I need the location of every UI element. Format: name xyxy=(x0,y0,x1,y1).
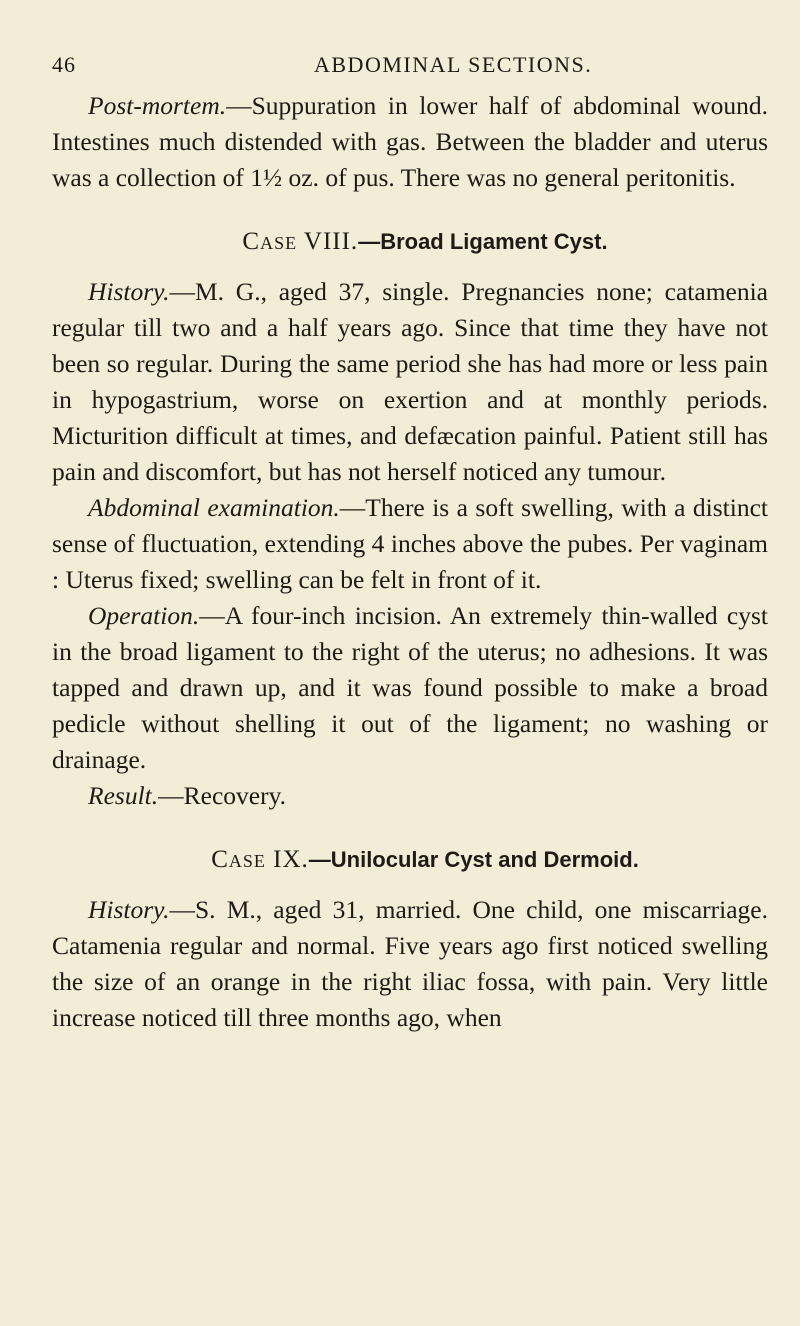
case-8-heading xyxy=(52,224,768,260)
case-8-history-text: —M. G., aged 37, single. Pregnancies none; catamenia regular till two and a half years ago. Since that time they have not been so regular. During the same period she has had more or less pain in hypogastrium, worse on exertion and at monthly periods. Micturition difficult at times, and defæcation painful. Patient still has pain and discomfort, but has not herself noticed any tumour. xyxy=(52,277,768,486)
case-8-operation-text: —A four-inch incision. An extremely thin-walled cyst in the broad ligament to the right of the uterus; no adhesions. It was tapped and drawn up, and it was found possible to make a broad pedicle without shelling it out of the ligament; no washing or drainage. xyxy=(52,601,768,774)
case-8-title: —Broad Ligament Cyst. xyxy=(358,229,608,254)
post-mortem-label: Post-mortem. xyxy=(88,91,227,120)
case-8-exam-paragraph xyxy=(52,490,768,598)
case-8-result-paragraph xyxy=(52,778,768,814)
case-8-operation-label: Operation. xyxy=(88,601,200,630)
case-9-history-label: History. xyxy=(88,895,170,924)
case-8-exam-text: —There is a soft swelling, with a distinct sense of fluctuation, extending 4 inches above the pubes. Per vaginam : Uterus fixed; swelling can be felt in front of it. xyxy=(52,493,768,594)
post-mortem-paragraph xyxy=(52,88,768,196)
case-9-title: —Unilocular Cyst and Dermoid. xyxy=(308,847,639,872)
post-mortem-text: —Suppuration in lower half of abdominal wound. Intestines much distended with gas. Between the bladder and uterus was a collection of 1½ oz. of pus. There was no general peritonitis. xyxy=(52,91,768,192)
case-9-history-paragraph xyxy=(52,892,768,1036)
case-9-heading xyxy=(52,842,768,878)
case-9-history-text: —S. M., aged 31, married. One child, one miscarriage. Catamenia regular and normal. Five years ago first noticed swelling the size of an orange in the right iliac fossa, with pain. Very little increase noticed till three months ago, when xyxy=(52,895,768,1032)
case-8-number: Case VIII. xyxy=(242,228,359,255)
running-head xyxy=(52,52,760,82)
case-8-operation-paragraph xyxy=(52,598,768,778)
page-number: 46 xyxy=(52,52,76,77)
case-8-history-label: History. xyxy=(88,277,170,306)
case-8-result-label: Result. xyxy=(88,781,159,810)
case-8-history-paragraph xyxy=(52,274,768,490)
case-8-exam-label: Abdominal examination. xyxy=(88,493,340,522)
case-9-number: Case IX. xyxy=(211,846,309,873)
body-text xyxy=(52,88,768,1036)
header-title: ABDOMINAL SECTIONS. xyxy=(314,52,593,77)
case-8-result-text: —Recovery. xyxy=(158,781,287,810)
